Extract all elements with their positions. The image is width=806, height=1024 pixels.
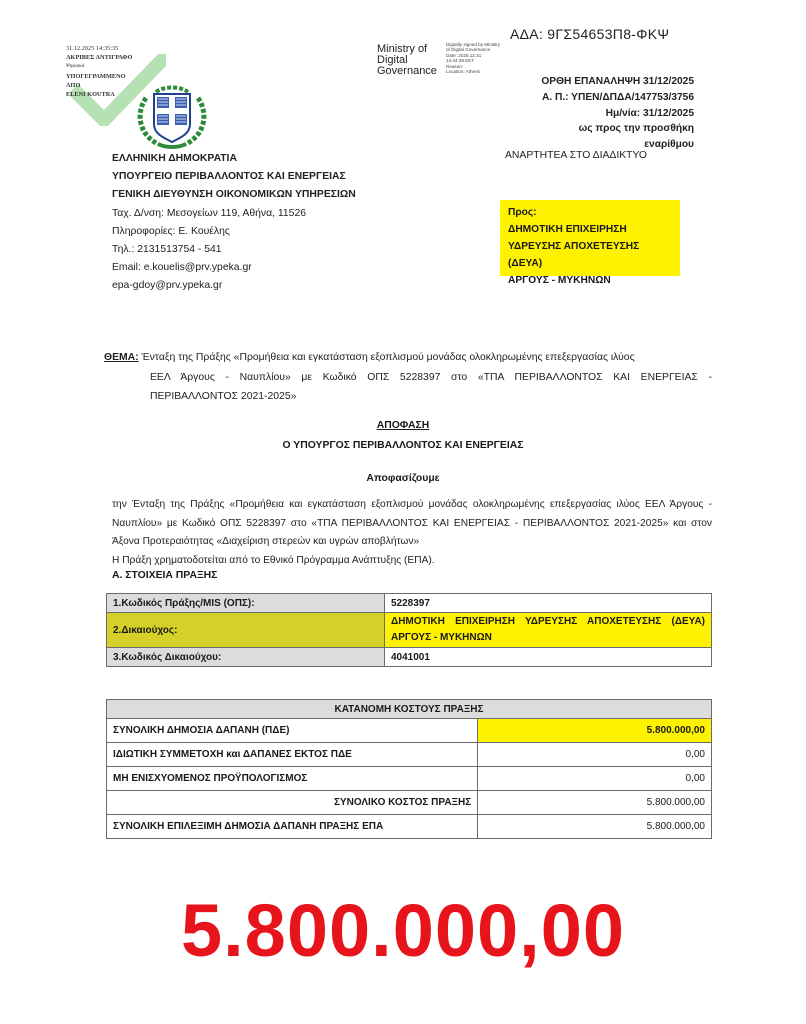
table-row [107, 767, 712, 791]
cost-label: ΣΥΝΟΛΙΚΟ ΚΟΣΤΟΣ ΠΡΑΞΗΣ [107, 791, 478, 815]
ministry-line: Governance [377, 65, 437, 77]
table-header: ΚΑΤΑΝΟΜΗ ΚΟΣΤΟΥΣ ΠΡΑΞΗΣ [107, 700, 712, 719]
correction-note: ως προς την προσθήκη [578, 123, 694, 135]
signature-detail: 14:44:39 EET [446, 58, 475, 64]
table-row [107, 613, 712, 648]
recipient-box [500, 200, 680, 286]
cost-label: ΜΗ ΕΝΙΣΧΥΟΜΕΝΟΣ ΠΡΟΫΠΟΛΟΓΙΣΜΟΣ [107, 767, 478, 791]
subject-text: ΠΕΡΙΒΑΛΛΟΝΤΟΣ 2021-2025» [150, 391, 297, 402]
table-header-row [107, 700, 712, 719]
ada-code: ΑΔΑ: 9ΓΣ54653Π8-ΦΚΨ [510, 26, 670, 42]
decide-heading: Αποφασίζουμε [366, 473, 440, 484]
table-row [107, 719, 712, 743]
table-value: 4041001 [385, 648, 712, 667]
sender-email-2[interactable]: epa-gdoy@prv.ypeka.gr [112, 280, 223, 292]
table-row [107, 743, 712, 767]
beneficiary-line: ΔΗΜΟΤΙΚΗ ΕΠΙΧΕΙΡΗΣΗ ΥΔΡΕΥΣΗΣ ΑΠΟΧΕΤΕΥΣΗΣ (ΔΕΥΑ) [391, 616, 705, 627]
highlighted-total-amount: 5.800.000,00 [180, 889, 626, 972]
sender-ministry: ΥΠΟΥΡΓΕΙΟ ΠΕΡΙΒΑΛΛΟΝΤΟΣ ΚΑΙ ΕΝΕΡΓΕΙΑΣ [112, 171, 346, 183]
decision-title: ΑΠΟΦΑΣΗ [376, 420, 430, 431]
subject-text: Ένταξη της Πράξης «Προμήθεια και εγκατάσταση εξοπλισμού μονάδας ολοκληρωμένης επεξεργασίας ιλύος [138, 352, 635, 363]
beneficiary-line: ΑΡΓΟΥΣ - ΜΥΚΗΝΩΝ [391, 632, 492, 643]
cost-label: ΙΔΙΩΤΙΚΗ ΣΥΜΜΕΤΟΧΗ και ΔΑΠΑΝΕΣ ΕΚΤΟΣ ΠΔΕ [107, 743, 478, 767]
sender-contact-person: Πληροφορίες: Ε. Κουέλης [112, 225, 230, 237]
cost-allocation-table [106, 699, 712, 839]
stamp-line: Ψηφιακά [66, 64, 85, 70]
section-a-heading: Α. ΣΤΟΙΧΕΙΑ ΠΡΑΞΗΣ [112, 570, 218, 581]
table-row [107, 815, 712, 839]
table-key: 3.Κωδικός Δικαιούχου: [107, 648, 385, 667]
project-details-table [106, 593, 712, 667]
stamp-signer: ELENI KOUTRA [66, 91, 115, 99]
protocol-info [541, 74, 694, 153]
stamp-line: ΑΚΡΙΒΕΣ ΑΝΤΙΓΡΑΦΟ [66, 54, 133, 62]
post-online-note: ΑΝΑΡΤΗΤΕΑ ΣΤΟ ΔΙΑΔΙΚΤΥΟ [505, 150, 647, 161]
decision-paragraph: την Ένταξη της Πράξης «Προμήθεια και εγκατάσταση εξοπλισμού μονάδας ολοκληρωμένης επεξεργασίας ιλύος ΕΕΛ Άργους - Ναυπλίου» με Κωδικό ΟΠΣ 5228397 στο «ΤΠΑ ΠΕΡΙΒΑΛΛΟΝΤΟΣ ΚΑΙ ΕΝΕΡΓΕΙΑΣ - ΠΕΡΙΒΑΛΛΟΝΤΟΣ 2021-2025» και στον Άξονα Προτεραιότητας «Διαχείριση στερεών και υγρών αποβλήτων» [112, 499, 712, 548]
stamp-line: ΥΠΟΓΕΓΡΑΜΜΕΝΟ [66, 72, 126, 80]
table-value [385, 613, 712, 648]
stamp-timestamp: 31.12.2025 14:35:35 [66, 45, 119, 52]
recipient-line: ΥΔΡΕΥΣΗΣ ΑΠΟΧΕΤΕΥΣΗΣ (ΔΕΥΑ) [508, 241, 640, 269]
cost-value: 5.800.000,00 [478, 791, 712, 815]
sender-address: Ταχ. Δ/νση: Μεσογείων 119, Αθήνα, 11526 [112, 207, 307, 219]
decision-body [112, 496, 712, 570]
cost-value: 0,00 [478, 767, 712, 791]
cost-label: ΣΥΝΟΛΙΚΗ ΕΠΙΛΕΞΙΜΗ ΔΗΜΟΣΙΑ ΔΑΠΑΝΗ ΠΡΑΞΗΣ ΕΠΑ [107, 815, 478, 839]
recipient-line: ΑΡΓΟΥΣ - ΜΥΚΗΝΩΝ [508, 275, 611, 286]
signature-detail: of Digital Governance [446, 47, 491, 53]
document-date: Ημ/νία: 31/12/2025 [605, 107, 694, 119]
sender-block [112, 150, 356, 296]
cost-value: 5.800.000,00 [478, 815, 712, 839]
greek-coat-of-arms-icon [134, 84, 210, 150]
ministry-line: Digital [377, 54, 408, 66]
ministry-line: Ministry of [377, 43, 428, 55]
signature-detail: Location: Athens [446, 69, 480, 75]
funding-note: Η Πράξη χρηματοδοτείται από το Εθνικό Πρόγραμμα Ανάπτυξης (ΕΠΑ). [112, 554, 435, 566]
cost-value: 0,00 [478, 743, 712, 767]
recipient-line: ΔΗΜΟΤΙΚΗ ΕΠΙΧΕΙΡΗΣΗ [508, 224, 627, 235]
table-value: 5228397 [385, 594, 712, 613]
subject-text: ΕΕΛ Άργους - Ναυπλίου» με Κωδικό ΟΠΣ 5228397 στο «ΤΠΑ ΠΕΡΙΒΑΛΛΟΝΤΟΣ ΚΑΙ ΕΝΕΡΓΕΙΑΣ - [150, 371, 712, 383]
digital-signature-ministry [377, 44, 437, 77]
signature-detail: Digitally signed by Ministry [446, 42, 501, 47]
stamp-line: ΑΠΟ [66, 81, 81, 89]
table-key: 1.Κωδικός Πράξης/MIS (ΟΠΣ): [107, 594, 385, 613]
decision-authority: Ο ΥΠΟΥΡΓΟΣ ΠΕΡΙΒΑΛΛΟΝΤΟΣ ΚΑΙ ΕΝΕΡΓΕΙΑΣ [282, 440, 524, 451]
correction-date: ΟΡΘΗ ΕΠΑΝΑΛΗΨΗ 31/12/2025 [541, 76, 694, 87]
digital-signature-details [446, 42, 526, 74]
table-row [107, 648, 712, 667]
sender-directorate: ΓΕΝΙΚΗ ΔΙΕΥΘΥΝΣΗ ΟΙΚΟΝΟΜΙΚΩΝ ΥΠΗΡΕΣΙΩΝ [112, 189, 356, 201]
table-row [107, 791, 712, 815]
signature-detail: Reason: [446, 63, 464, 69]
signature-detail: Date: 2025.12.31 [446, 52, 482, 58]
protocol-number: Α. Π.: ΥΠΕΝ/ΔΠΔΑ/147753/3756 [541, 91, 694, 103]
table-row [107, 594, 712, 613]
cost-value: 5.800.000,00 [478, 719, 712, 743]
sender-email[interactable]: Email: e.kouelis@prv.ypeka.gr [112, 262, 252, 274]
subject-block [104, 348, 712, 407]
recipient-label: Προς: [508, 207, 537, 218]
sender-country: ΕΛΛΗΝΙΚΗ ΔΗΜΟΚΡΑΤΙΑ [112, 153, 237, 164]
subject-label: ΘΕΜΑ: [104, 352, 139, 363]
sender-phone: Τηλ.: 2131513754 - 541 [112, 244, 222, 256]
table-key: 2.Δικαιούχος: [107, 613, 385, 648]
correction-note: εναρίθμου [644, 139, 694, 151]
cost-label: ΣΥΝΟΛΙΚΗ ΔΗΜΟΣΙΑ ΔΑΠΑΝΗ (ΠΔΕ) [107, 719, 478, 743]
